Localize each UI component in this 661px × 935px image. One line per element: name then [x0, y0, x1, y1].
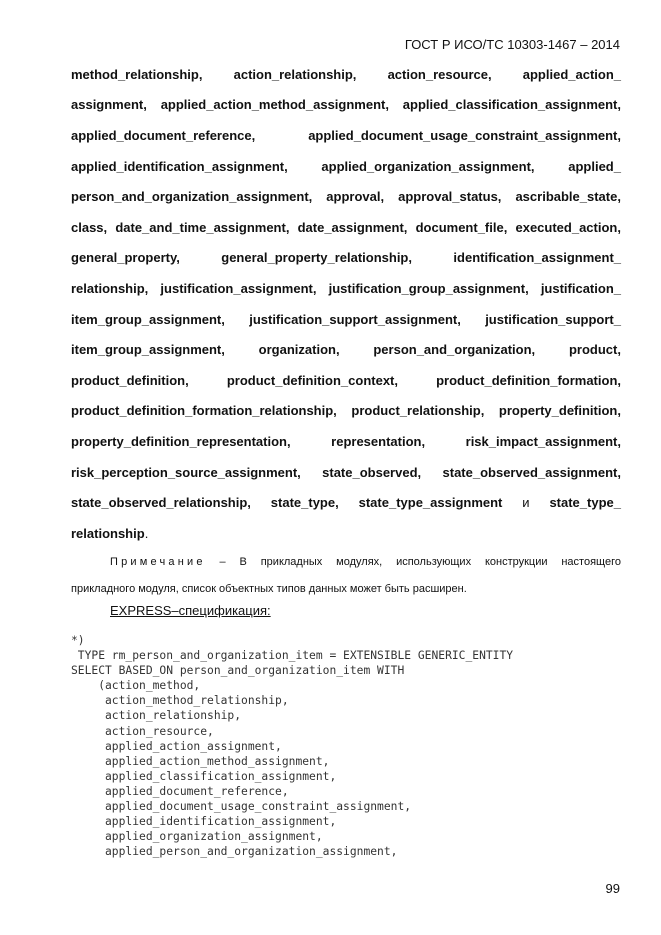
entity-name: document_file, — [415, 219, 508, 235]
note-line-2: прикладного модуля, список объектных типов данных может быть расширен. — [71, 583, 467, 595]
entity-name: relationship, — [71, 280, 149, 296]
entity-name: applied_classification_assignment, — [402, 97, 621, 113]
note-word: В — [239, 556, 247, 568]
entity-name: date_assignment, — [297, 219, 408, 235]
entity-name: risk_impact_assignment, — [465, 433, 621, 449]
entity-name: approval, — [326, 189, 385, 205]
entity-name: justification_group_assignment, — [328, 280, 529, 296]
entity-name: action_resource, — [387, 66, 492, 82]
entity-name: action_relationship, — [233, 66, 357, 82]
paragraph-line — [71, 426, 621, 457]
note-word: конструкции — [484, 556, 548, 568]
note-dash: – — [219, 556, 226, 568]
note-line-1 — [71, 549, 621, 576]
entity-name: approval_status, — [398, 189, 502, 205]
express-heading: EXPRESS–спецификация: — [110, 603, 271, 618]
paragraph-line — [71, 487, 621, 518]
note-word: модулях, — [336, 556, 383, 568]
entity-name: applied_action_ — [522, 66, 621, 82]
paragraph-line — [71, 518, 621, 549]
entity-name: applied_document_reference, — [71, 127, 256, 143]
document-header: ГОСТ Р ИСО/ТС 10303-1467 – 2014 — [404, 37, 620, 52]
note-word: использующих — [396, 556, 472, 568]
entity-name: class, — [71, 219, 108, 235]
paragraph-line — [71, 457, 621, 488]
entity-name: general_property_relationship, — [221, 250, 412, 266]
paragraph-line — [71, 365, 621, 396]
entity-name: state_observed_relationship, — [71, 495, 251, 511]
paragraph-line — [71, 181, 621, 212]
paragraph-line — [71, 90, 621, 121]
entity-list-paragraph — [71, 59, 621, 549]
entity-name: property_definition_representation, — [71, 433, 291, 449]
entity-name: relationship — [71, 525, 145, 541]
entity-name: applied_action_method_assignment, — [160, 97, 389, 113]
entity-name: item_group_assignment, — [71, 311, 225, 327]
entity-name: justification_assignment, — [160, 280, 317, 296]
entity-name: product_definition_formation_relationship, — [71, 403, 337, 419]
note-word: настоящего — [561, 556, 621, 568]
entity-name: state_observed_assignment, — [442, 464, 621, 480]
entity-name: product, — [568, 342, 621, 358]
paragraph-line — [71, 243, 621, 274]
entity-name: justification_support_assignment, — [249, 311, 461, 327]
entity-name: property_definition, — [498, 403, 621, 419]
paragraph-line — [71, 212, 621, 243]
note-block — [71, 549, 621, 603]
entity-name: product_definition_context, — [226, 372, 398, 388]
entity-name: representation, — [331, 433, 426, 449]
entity-name: executed_action, — [515, 219, 621, 235]
entity-name: date_and_time_assignment, — [115, 219, 290, 235]
entity-name: state_type_ — [549, 495, 621, 511]
sentence-end: . — [144, 525, 149, 541]
entity-name: risk_perception_source_assignment, — [71, 464, 301, 480]
entity-name: justification_support_ — [485, 311, 621, 327]
paragraph-line — [71, 120, 621, 151]
entity-name: person_and_organization, — [373, 342, 536, 358]
entity-name: state_type_assignment — [358, 495, 503, 511]
entity-name: general_property, — [71, 250, 180, 266]
entity-name: state_type, — [270, 495, 339, 511]
entity-name: и — [522, 495, 530, 511]
entity-name: state_observed, — [322, 464, 422, 480]
entity-name: applied_organization_assignment, — [321, 158, 535, 174]
paragraph-line — [71, 59, 621, 90]
entity-name: justification_ — [540, 280, 621, 296]
entity-name: identification_assignment_ — [453, 250, 621, 266]
paragraph-line — [71, 334, 621, 365]
page-number: 99 — [605, 881, 620, 896]
entity-name: applied_identification_assignment, — [71, 158, 288, 174]
entity-name: item_group_assignment, — [71, 342, 225, 358]
entity-name: product_definition_formation, — [436, 372, 621, 388]
entity-name: product_relationship, — [351, 403, 485, 419]
note-word: прикладных — [260, 556, 323, 568]
entity-name: product_definition, — [71, 372, 189, 388]
paragraph-line — [71, 151, 621, 182]
express-code-block: *) TYPE rm_person_and_organization_item = EXTENSIBLE GENERIC_ENTITY SELECT BASED_ON person_and_organization_item WITH (action_method, action_method_relationship, action_relationship, action_resource, applied_action_assignment, applied_action_method_assignment, applied_classification_assignment, applied_document_reference, applied_document_usage_constraint_assignment, applied_identification_assignment, applied_organization_assignment, applied_person_and_organization_assignment, — [71, 634, 514, 859]
entity-name: applied_document_usage_constraint_assignment, — [308, 127, 621, 143]
paragraph-line — [71, 273, 621, 304]
entity-name: person_and_organization_assignment, — [71, 189, 313, 205]
paragraph-line — [71, 396, 621, 427]
entity-name: organization, — [258, 342, 340, 358]
paragraph-line — [71, 304, 621, 335]
entity-name: applied_ — [568, 158, 621, 174]
entity-name: assignment, — [71, 97, 147, 113]
entity-name: ascribable_state, — [515, 189, 621, 205]
note-label: Примечание — [110, 556, 206, 568]
entity-name: method_relationship, — [71, 66, 203, 82]
